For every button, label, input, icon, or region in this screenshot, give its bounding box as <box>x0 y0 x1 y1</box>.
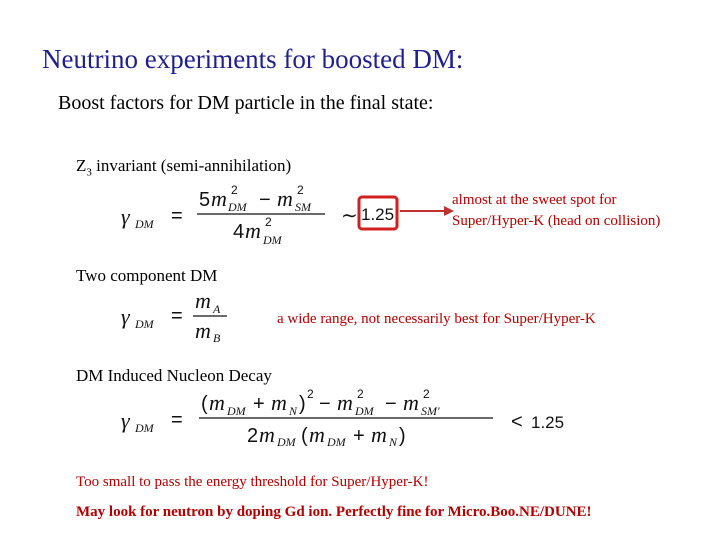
svg-text:m: m <box>337 390 353 415</box>
svg-text:): ) <box>399 425 406 447</box>
svg-text:m: m <box>371 422 387 447</box>
svg-text:m: m <box>245 218 261 243</box>
svg-text:5: 5 <box>199 189 211 211</box>
svg-text:2: 2 <box>247 425 259 447</box>
svg-text:m: m <box>277 186 293 211</box>
svg-text:DM: DM <box>277 435 296 449</box>
svg-text:=: = <box>171 205 183 227</box>
svg-text:DM: DM <box>263 233 282 247</box>
svg-text:2: 2 <box>265 215 272 229</box>
svg-text:N: N <box>389 435 398 449</box>
svg-text:γ: γ <box>121 204 130 229</box>
slide-subtitle: Boost factors for DM particle in the final state: <box>58 92 434 114</box>
svg-text:+: + <box>253 393 265 415</box>
svg-text:A: A <box>213 302 221 316</box>
svg-text:2: 2 <box>423 388 430 401</box>
nucleon-decay-label: DM Induced Nucleon Decay <box>76 366 272 385</box>
two-component-note: a wide range, not necessarily best for Super/Hyper-K <box>277 311 596 327</box>
svg-text:2: 2 <box>297 183 304 197</box>
svg-text:=: = <box>171 305 183 327</box>
z3-section-label <box>76 156 291 178</box>
svg-text:+: + <box>353 425 365 447</box>
z3-note-line1: almost at the sweet spot for <box>452 192 617 208</box>
svg-text:DM: DM <box>135 217 154 231</box>
svg-text:B: B <box>213 331 221 344</box>
svg-text:(: ( <box>301 425 308 447</box>
svg-text:m: m <box>195 318 211 343</box>
svg-text:4: 4 <box>233 221 245 243</box>
z3-label-rest: invariant (semi-annihilation) <box>91 156 292 175</box>
svg-text:DM: DM <box>135 317 154 331</box>
svg-text:DM: DM <box>227 404 246 418</box>
arrow-to-note <box>398 200 458 220</box>
slide-title: Neutrino experiments for boosted DM: <box>42 44 464 74</box>
svg-text:(: ( <box>201 393 208 415</box>
svg-text:SM′: SM′ <box>421 404 440 418</box>
svg-text:DM: DM <box>355 404 374 418</box>
svg-text:2: 2 <box>231 183 238 197</box>
z3-letter: Z <box>76 156 87 175</box>
svg-text:DM: DM <box>327 435 346 449</box>
nucleon-decay-gamma-equation <box>115 388 585 450</box>
svg-text:m: m <box>271 390 287 415</box>
svg-text:m: m <box>209 390 225 415</box>
svg-text:DM: DM <box>228 200 247 214</box>
z3-subscript: 3 <box>86 166 92 179</box>
z3-note <box>452 190 660 232</box>
svg-text:m: m <box>211 186 227 211</box>
z3-note-line2: Super/Hyper-K (head on collision) <box>452 213 661 229</box>
svg-text:−: − <box>259 189 271 211</box>
footer-neutron-note: May look for neutron by doping Gd ion. Perfectly fine for Micro.Boo.NE/DUNE! <box>76 504 592 520</box>
svg-text:DM: DM <box>135 421 154 435</box>
svg-text:−: − <box>385 393 397 415</box>
z3-approx-value: 1.25 <box>361 205 395 224</box>
svg-text:2: 2 <box>357 388 364 401</box>
two-component-gamma-equation <box>115 288 245 344</box>
svg-text:m: m <box>195 288 211 313</box>
nucleon-decay-bound-value: 1.25 <box>531 413 565 432</box>
svg-text:−: − <box>319 393 331 415</box>
svg-text:): ) <box>299 393 306 415</box>
svg-text:m: m <box>403 390 419 415</box>
svg-text:SM: SM <box>295 200 311 214</box>
z3-gamma-equation <box>115 182 415 248</box>
svg-text:γ: γ <box>121 408 130 433</box>
svg-text:=: = <box>171 409 183 431</box>
svg-text:N: N <box>289 404 298 418</box>
svg-text:m: m <box>309 422 325 447</box>
svg-text:∼: ∼ <box>341 205 358 227</box>
svg-text:<: < <box>511 411 523 433</box>
two-component-label: Two component DM <box>76 266 218 285</box>
svg-text:2: 2 <box>307 388 314 401</box>
svg-text:m: m <box>259 422 275 447</box>
footer-threshold-note: Too small to pass the energy threshold for Super/Hyper-K! <box>76 474 429 490</box>
svg-text:γ: γ <box>121 304 130 329</box>
